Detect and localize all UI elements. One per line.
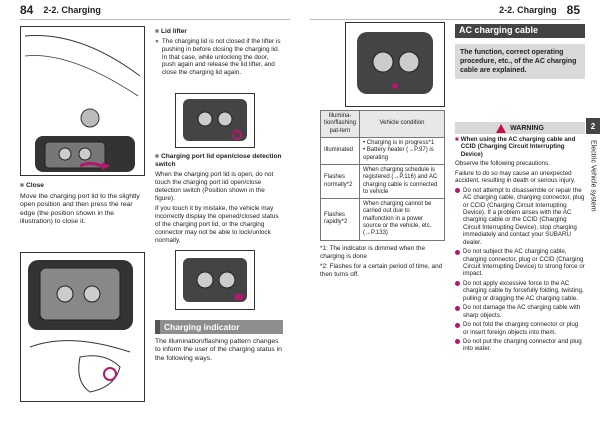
table-cell-condition: When charging cannot be carried out due to malfunction in a power source or the vehicle, etc. (→P.133) <box>360 199 445 241</box>
close-section <box>20 182 145 226</box>
table-footnote-1: *1: The indicator is dimmed when the charging is done <box>320 244 426 260</box>
right-page-header <box>310 0 580 20</box>
table-cell-pattern: Flashes rapidly*2 <box>321 199 360 241</box>
switch-paragraph-1: When the charging port lid is open, do not touch the charging port lid open/close detection switch (Position shown in the figure). <box>155 171 274 202</box>
right-page-number: 85 <box>566 2 580 17</box>
chapter-tab[interactable]: 2 <box>586 118 600 134</box>
left-section-title: 2-2. Charging <box>43 4 101 15</box>
close-heading: ■ Close <box>20 182 145 190</box>
lid-lifter-heading: ■ Lid lifter <box>155 28 283 36</box>
warning-lead: Observe the following precautions. <box>455 160 550 168</box>
right-section-title: 2-2. Charging <box>499 4 557 15</box>
bullet-dot-icon <box>455 339 460 344</box>
warning-item-text: Do not fold the charging connector or plug or insert foreign objects into them. <box>463 321 579 336</box>
square-marker-icon: ■ <box>455 136 459 143</box>
lid-lifter-section <box>155 28 283 77</box>
detection-switch-illustration <box>175 250 255 310</box>
warning-item-text: Do not put the charging connector and plug into water. <box>463 337 582 353</box>
open-close-switch-section <box>155 153 283 244</box>
table-header-condition: Vehicle condition <box>360 111 445 138</box>
warning-item-text: Do not damage the AC charging cable with sharp objects. <box>463 304 581 319</box>
charging-indicator-title: Charging indicator <box>155 320 283 334</box>
switch-heading: ■ Charging port lid open/close detection switch <box>155 153 283 169</box>
table-bullet: • Battery heater (→P.97) is operating <box>363 147 434 161</box>
ac-cable-intro: The function, correct operating procedure, etc., of the AC charging cable are explained. <box>455 44 585 79</box>
table-cell-condition: When charging schedule is registered (→P.116) and AC charging cable is connected to vehicle <box>360 164 445 198</box>
warning-heading <box>455 136 585 158</box>
bullet-marker-icon: ● <box>155 38 159 46</box>
warning-item <box>455 338 585 353</box>
lid-lifter-illustration <box>175 93 255 148</box>
table-row <box>321 137 445 164</box>
warning-lead-2: Failure to do so may cause an unexpected accident, resulting in death or serious injury. <box>455 169 576 185</box>
table-bullet: • Charging is in progress*1 <box>363 139 435 146</box>
warning-heading-text: When using the AC charging cable and CCID (Charging Circuit Interrupting Device) <box>460 136 576 158</box>
table-cell-condition <box>360 137 445 164</box>
close-lid-illustration <box>20 252 145 402</box>
lid-lifter-bullet <box>155 38 283 77</box>
warning-triangle-icon <box>496 124 506 133</box>
bullet-dot-icon <box>455 323 460 328</box>
switch-paragraph-2: If you touch it by mistake, the vehicle may incorrectly display the opened/closed status of the charging port lid, or the charging connector may not be able to lock/unlock normally. <box>155 205 279 244</box>
table-bullet-text: Charging is in progress*1 <box>366 139 435 146</box>
table-row <box>321 164 445 198</box>
table-bullet-text: Battery heater (→P.97) is operating <box>363 147 434 161</box>
warning-item <box>455 187 585 247</box>
table-row <box>321 199 445 241</box>
table-footnote-2: *2: Flashes for a certain period of time, and then turns off. <box>320 263 443 279</box>
close-text: Move the charging port lid to the slightly open position and then press the rear edge (the position shown in the illustration) to close it. <box>20 193 140 225</box>
bullet-dot-icon <box>455 250 460 255</box>
lid-lifter-text: The charging lid is not closed if the lifter is pushing in before closing the charging lid. In that case, while unlocking the door, push again and release the lid lifter, and close the charging lid again. <box>161 38 281 77</box>
ac-cable-title: AC charging cable <box>455 24 585 38</box>
bullet-dot-icon <box>455 281 460 286</box>
left-page-header <box>20 0 290 20</box>
warning-body <box>455 136 585 353</box>
bullet-dot-icon <box>455 306 460 311</box>
charging-indicator-text: The illumination/flashing pattern changes to inform the user of the charging status in the following ways. <box>155 338 282 362</box>
left-page-number: 84 <box>20 2 34 17</box>
charging-port-lid-illustration <box>20 26 145 176</box>
table-cell-pattern: Illuminated <box>321 137 360 164</box>
charging-indicator-table <box>320 110 445 241</box>
bullet-dot-icon <box>455 188 460 193</box>
warning-item-text: Do not subject the AC charging cable, charging connector, plug or CCID (Charging Circuit Interrupting Device) to strong force or impact. <box>463 248 585 278</box>
warning-header <box>455 122 585 134</box>
warning-item <box>455 248 585 278</box>
table-cell-pattern: Flashes normally*2 <box>321 164 360 198</box>
warning-item <box>455 280 585 302</box>
warning-item <box>455 304 585 319</box>
warning-item <box>455 321 585 336</box>
warning-item-text: Do not attempt to disassemble or repair the AC charging cable, charging connector, plug or CCID (Charging Circuit Interrupting Device). If a problem arises with the AC charging cable or the CCID (Charging Circuit Interrupting Device), stop charging immediately and contact your SUBARU dealer. <box>463 186 585 246</box>
charging-indicator-table-wrap <box>320 110 445 279</box>
warning-item-text: Do not apply excessive force to the AC charging cable by forcefully folding, twisting, pulling or dragging the AC charging cable. <box>463 279 584 302</box>
warning-label: WARNING <box>510 124 544 132</box>
table-header-pattern: Illumina-tion/flashing pat-tern <box>321 111 360 138</box>
charging-port-open-illustration <box>345 22 445 107</box>
chapter-label: Electric Vehicle system <box>589 140 597 212</box>
